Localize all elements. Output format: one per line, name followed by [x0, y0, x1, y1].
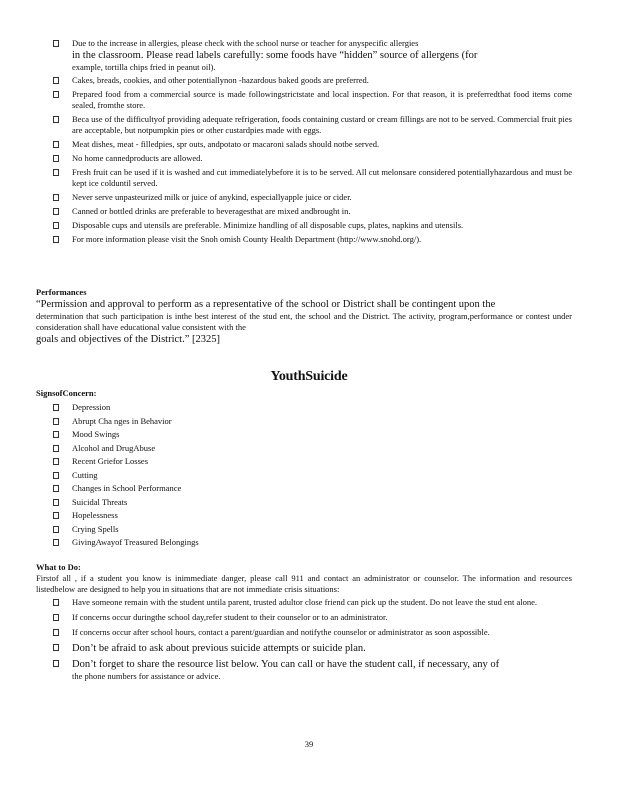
performances-quote-line3: goals and objectives of the District.” [2325] [36, 334, 220, 345]
list-item: Crying Spells [36, 523, 572, 537]
performances-quote-line1: “Permission and approval to perform as a representative of the school or District shall be contingent upon the [36, 299, 496, 310]
bullet-box-icon [53, 91, 59, 98]
bullet-box-icon [53, 526, 59, 533]
bullet-box-icon [53, 599, 59, 606]
what-intro: Firstof all , if a student you know is inimmediate danger, please call 911 and contact an administrator or counselor. The information and resources listedbelow are designed to help you in situations that are not immediate crisis situations: [36, 573, 572, 594]
list-item: Hopelessness [36, 509, 572, 523]
bullet-box-icon [53, 194, 59, 201]
bullet-box-icon [53, 539, 59, 546]
list-item: Canned or bottled drinks are preferable to beveragesthat are mixed andbrought in. [36, 206, 572, 217]
signs-section [36, 388, 572, 550]
bullet-box-icon [53, 418, 59, 425]
what-heading: What to Do: [36, 562, 81, 572]
list-item: Alcohol and DrugAbuse [36, 442, 572, 456]
performances-heading: Performances [36, 287, 87, 297]
bullet-box-icon [53, 116, 59, 123]
bullet-box-icon [53, 512, 59, 519]
bullet-box-icon [53, 208, 59, 215]
list-item: Depression [36, 401, 572, 415]
bullet-box-icon [53, 169, 59, 176]
list-item: Due to the increase in allergies, please check with the school nurse or teacher for anyspecific allergies in the classroom. Please read labels carefully: some foods have “hidden” source of allergens (for example, tortilla chips fried in peanut oil). [36, 38, 572, 73]
list-item: Have someone remain with the student untila parent, trusted adultor close friend can pick up the student. Do not leave the stud ent alone. [36, 597, 572, 608]
bullet-box-icon [53, 236, 59, 243]
list-item: If concerns occur after school hours, contact a parent/guardian and notifythe counselor or administrator as soon aspossible. [36, 627, 572, 638]
list-item: Mood Swings [36, 428, 572, 442]
list-item: Abrupt Cha nges in Behavior [36, 415, 572, 429]
list-item: Don’t forget to share the resource list below. You can call or have the student call, if necessary, any of the phone numbers for assistance or advice. [36, 658, 572, 682]
bullet-box-icon [53, 431, 59, 438]
list-item: Beca use of the difficultyof providing adequate refrigeration, foods containing custard or cream fillings are not to be served. Commercial fruit pies are acceptable, but notpumpkin pies or other custardpies made with eggs. [36, 114, 572, 136]
list-item: Cutting [36, 469, 572, 483]
section-title: YouthSuicide [270, 369, 348, 384]
list-item: Cakes, breads, cookies, and other potentiallynon -hazardous baked goods are preferred. [36, 75, 572, 86]
list-item: Prepared food from a commercial source is made followingstrictstate and local inspection. For that reason, it is preferredthat food items come sealed, fromthe store. [36, 89, 572, 111]
list-item: Don’t be afraid to ask about previous suicide attempts or suicide plan. [36, 642, 572, 655]
list-item: For more information please visit the Snoh omish County Health Department (http://www.snohd.org/). [36, 234, 572, 245]
bullet-box-icon [53, 660, 59, 667]
bullet-box-icon [53, 629, 59, 636]
list-item: Fresh fruit can be used if it is washed and cut immediatelybefore it is to be served. All cut melonsare considered potentiallyhazardous and must be kept ice colduntil served. [36, 167, 572, 189]
list-item: Meat dishes, meat - filledpies, spr outs, andpotato or macaroni salads should notbe served. [36, 139, 572, 150]
bullet-box-icon [53, 485, 59, 492]
list-item: Never serve unpasteurized milk or juice of anykind, especiallyapple juice or cider. [36, 192, 572, 203]
list-item: GivingAwayof Treasured Belongings [36, 536, 572, 550]
bullet-box-icon [53, 141, 59, 148]
performances-section [36, 287, 572, 346]
bullet-box-icon [53, 445, 59, 452]
bullet-box-icon [53, 499, 59, 506]
what-list [36, 597, 572, 682]
bullet-box-icon [53, 472, 59, 479]
bullet-box-icon [53, 644, 59, 651]
bullet-box-icon [53, 155, 59, 162]
list-item: No home cannedproducts are allowed. [36, 153, 572, 164]
bullet-box-icon [53, 404, 59, 411]
list-item: Suicidal Threats [36, 496, 572, 510]
list-item: If concerns occur duringthe school day,refer student to their counselor or to an administrator. [36, 612, 572, 623]
list-item: Disposable cups and utensils are preferable. Minimize handling of all disposable cups, plates, napkins and utensils. [36, 220, 572, 231]
list-item: Recent Griefor Losses [36, 455, 572, 469]
signs-heading: SignsofConcern: [36, 388, 97, 398]
bullet-box-icon [53, 40, 59, 47]
bullet-box-icon [53, 614, 59, 621]
allergy-list [36, 38, 572, 245]
bullet-box-icon [53, 77, 59, 84]
what-to-do-section [36, 562, 572, 682]
page-number: 39 [304, 739, 314, 749]
performances-quote-line2: determination that such participation is inthe best interest of the stud ent, the school and the District. The activity, program,performance or contest under consideration shall have educational value consistent with the [36, 311, 572, 332]
signs-list [36, 401, 572, 550]
list-item: Changes in School Performance [36, 482, 572, 496]
bullet-box-icon [53, 458, 59, 465]
bullet-box-icon [53, 222, 59, 229]
